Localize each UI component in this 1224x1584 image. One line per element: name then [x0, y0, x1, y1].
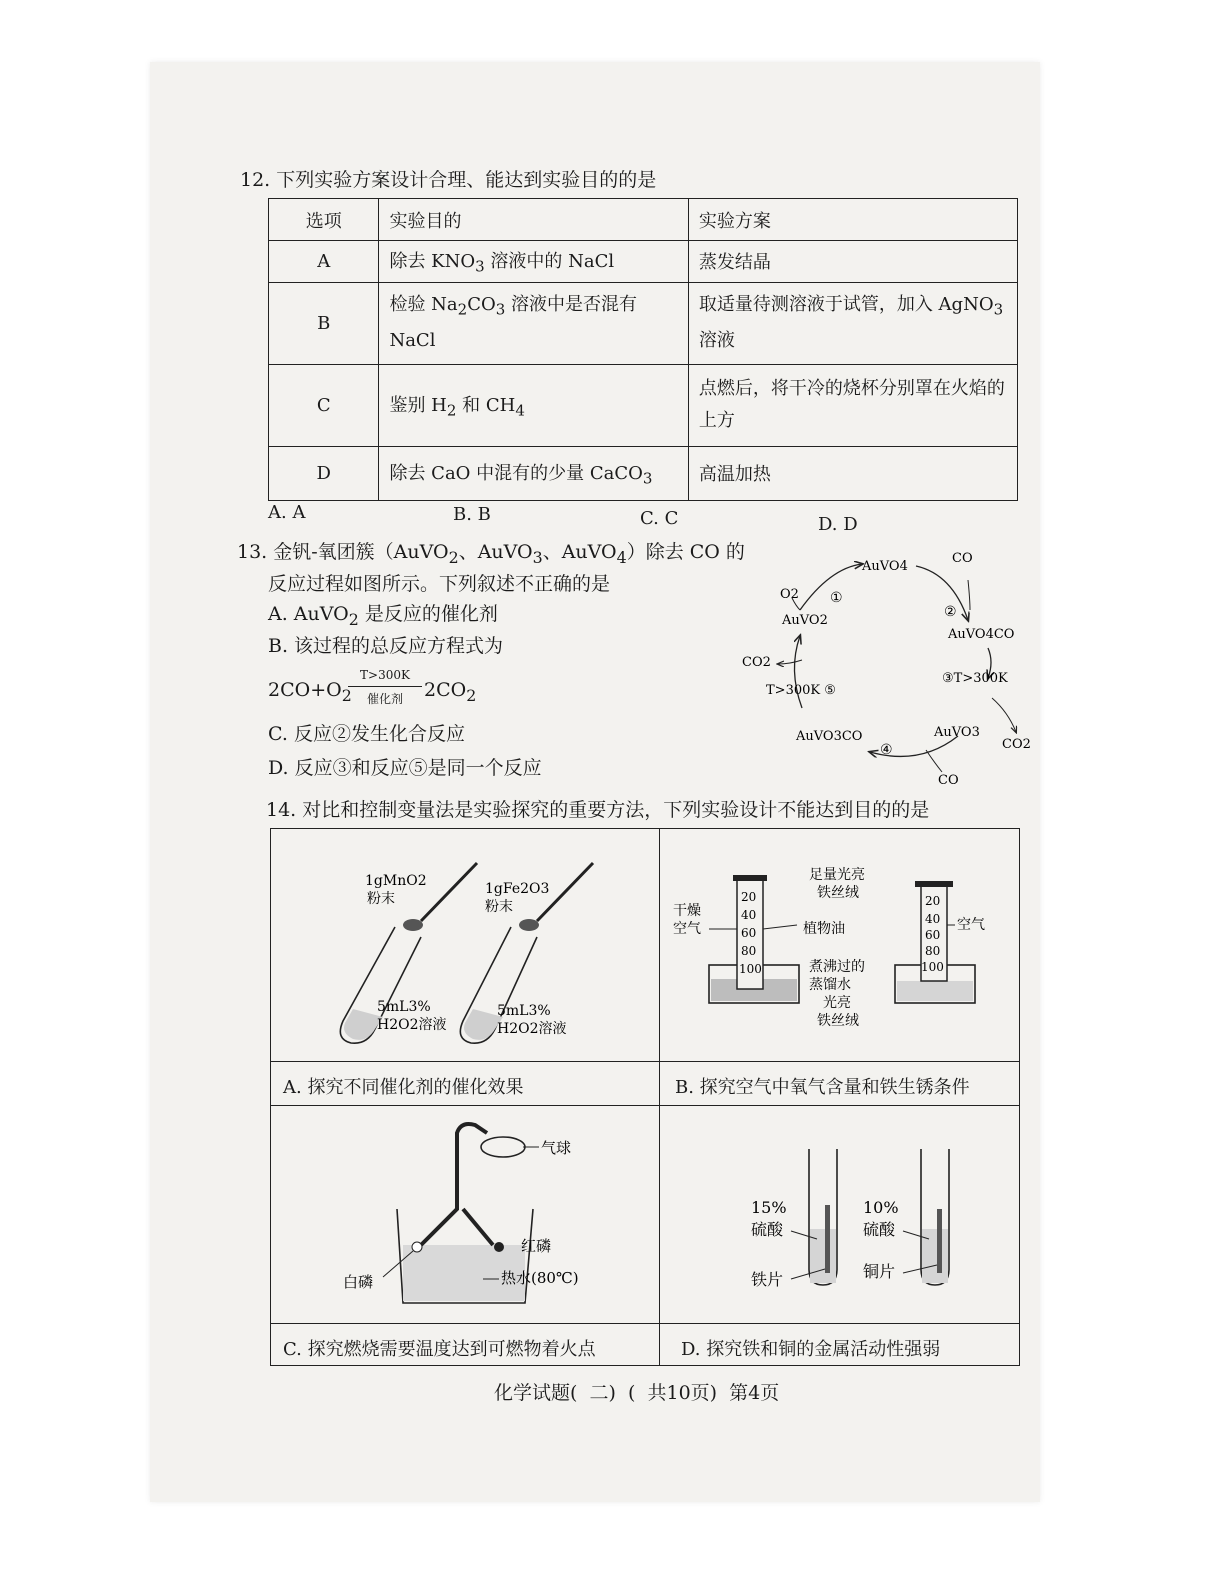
row-plan: 蒸发结晶: [688, 241, 1017, 283]
label-dry: 干燥: [673, 903, 701, 919]
label-iron-sheet: 铁片: [751, 1270, 784, 1289]
label-acid-2: 硫酸: [863, 1220, 896, 1239]
test-tube-copper: [921, 1149, 949, 1285]
label-acid-1: 硫酸: [751, 1220, 784, 1239]
row-option: D: [269, 446, 379, 500]
q13-equation-catalyst: 催化剂: [366, 692, 403, 706]
q13-equation-arrow: [348, 686, 422, 687]
tick-left-100: 100: [739, 962, 762, 976]
cycle-step1: ①: [830, 590, 843, 606]
q13-stem-line1: 13. 金钒-氧团簇（AuVO$_2$、AuVO$_3$、AuVO$_4$）除去 CO 的: [237, 541, 745, 567]
tick-right-40: 40: [925, 912, 941, 926]
tick-right-80: 80: [925, 944, 941, 958]
label-balloon: 气球: [541, 1139, 572, 1157]
cycle-step4: ④: [880, 742, 893, 758]
label-dry-air: 空气: [673, 921, 701, 937]
q12-choice-a: A. A: [268, 502, 306, 523]
row-option: A: [269, 241, 379, 283]
label-boiled: 煮沸过的: [809, 959, 865, 975]
grid-divider-row3: [271, 1323, 1019, 1324]
header-plan: 实验方案: [688, 199, 1017, 241]
beaker: [397, 1209, 533, 1303]
label-bright: 光亮: [823, 995, 851, 1011]
y-tube: [421, 1124, 493, 1245]
header-goal: 实验目的: [379, 199, 688, 241]
table-row: [269, 364, 1018, 446]
page-footer: 化学试题( 二) ( 共10页) 第4页: [494, 1382, 780, 1404]
q12-choice-d: D. D: [818, 514, 858, 535]
table-row: [269, 241, 1018, 283]
balloon-icon: [481, 1137, 525, 1157]
cycle-auvo2: AuVO2: [782, 613, 828, 628]
label-wool-amount: 足量光亮: [809, 867, 865, 883]
caption-d: D. 探究铁和铜的金属活动性强弱: [681, 1339, 941, 1360]
caption-c: C. 探究燃烧需要温度达到可燃物着火点: [283, 1339, 596, 1360]
label-iron-wool: 铁丝绒: [817, 1013, 859, 1029]
label-air: 空气: [957, 917, 985, 933]
tick-left-80: 80: [741, 944, 757, 958]
q12-choice-b: B. B: [453, 504, 491, 525]
row-option: B: [269, 282, 379, 364]
white-phosphorus-icon: [412, 1242, 422, 1252]
co-inlet-bottom: [926, 750, 942, 772]
row-goal: 除去 CaO 中混有的少量 CaCO$_3$: [379, 446, 688, 500]
tick-left-20: 20: [741, 890, 757, 904]
q13-option-a: A. AuVO$_2$ 是反应的催化剂: [268, 603, 498, 629]
label-hot-water: 热水(80℃): [501, 1269, 579, 1287]
tick-right-60: 60: [925, 928, 941, 942]
co-inlet-top: [968, 580, 970, 610]
label-white-phosphorus: 白磷: [343, 1273, 374, 1291]
table-row: [269, 282, 1018, 364]
header-option: 选项: [269, 199, 379, 241]
caption-a: A. 探究不同催化剂的催化效果: [283, 1077, 524, 1098]
label-distilled-water: 蒸馏水: [809, 977, 851, 993]
co2-outlet-left: [778, 660, 802, 664]
test-tube-iron: [809, 1149, 837, 1285]
q12-table: [268, 198, 1018, 501]
caption-b: B. 探究空气中氧气含量和铁生锈条件: [675, 1077, 970, 1098]
label-solution1-amount: 5mL3%: [377, 999, 431, 1015]
table-header-row: [269, 199, 1018, 241]
label-oil: 植物油: [803, 921, 845, 937]
row-plan: 取适量待测溶液于试管，加入 AgNO$_3$ 溶液: [688, 282, 1017, 364]
arrow-step2: [916, 566, 968, 620]
label-solution2: H2O2溶液: [497, 1021, 567, 1037]
row-option: C: [269, 364, 379, 446]
tick-right-100: 100: [921, 960, 944, 974]
label-red-phosphorus: 红磷: [521, 1237, 552, 1255]
q14-grid: [270, 828, 1020, 1366]
table-row: [269, 446, 1018, 500]
cycle-auvo3co: AuVO3CO: [796, 729, 863, 744]
cycle-co-bottom: CO: [938, 773, 959, 788]
q13-equation-left: $2CO+O_2$: [268, 679, 352, 705]
q13-option-c: C. 反应②发生化合反应: [268, 723, 465, 745]
label-concentration-15: 15%: [751, 1198, 787, 1217]
row-plan: 点燃后，将干冷的烧杯分别罩在火焰的上方: [688, 364, 1017, 446]
q13-equation-condition: T>300K: [360, 668, 410, 682]
label-concentration-10: 10%: [863, 1198, 899, 1217]
panel-b-oxygen-diagram: [659, 829, 1019, 1061]
cycle-auvo4: AuVO4: [862, 559, 908, 574]
cycle-co-top: CO: [952, 551, 973, 566]
panel-d-metal-activity-diagram: [659, 1105, 1019, 1323]
cycle-auvo3: AuVO3: [934, 725, 980, 740]
reaction-cycle-diagram: [730, 540, 1040, 790]
co2-outlet-right: [992, 698, 1016, 732]
cycle-co2-left: CO2: [742, 655, 771, 670]
q13-option-b: B. 该过程的总反应方程式为: [268, 635, 504, 657]
row-goal: 鉴别 $H_2$ 和 $CH_4$: [379, 364, 688, 446]
q12-choice-c: C. C: [640, 508, 679, 529]
q14-stem: 14. 对比和控制变量法是实验探究的重要方法，下列实验设计不能达到目的的是: [266, 799, 930, 821]
red-phosphorus-icon: [494, 1242, 504, 1252]
q13-option-d: D. 反应③和反应⑤是同一个反应: [268, 757, 542, 779]
cycle-step5: T>300K ⑤: [766, 683, 836, 698]
label-solution1: H2O2溶液: [377, 1017, 447, 1033]
label-mno2: 1gMnO2: [365, 873, 427, 889]
cycle-step2: ②: [944, 604, 957, 620]
row-goal: 除去 $KNO_3$ 溶液中的 NaCl: [379, 241, 688, 283]
row-goal: 检验 $Na_2CO_3$ 溶液中是否混有 NaCl: [379, 282, 688, 364]
panel-c-combustion-diagram: [271, 1105, 659, 1323]
cycle-co2-right: CO2: [1002, 737, 1031, 752]
label-fe2o3-powder: 粉末: [485, 899, 513, 915]
label-solution2-amount: 5mL3%: [497, 1003, 551, 1019]
tick-left-60: 60: [741, 926, 757, 940]
label-wool: 铁丝绒: [817, 885, 859, 901]
cycle-auvo4co: AuVO4CO: [948, 627, 1015, 642]
q13-stem-line2: 反应过程如图所示。下列叙述不正确的是: [268, 573, 611, 595]
label-fe2o3: 1gFe2O3: [485, 881, 550, 897]
tick-right-20: 20: [925, 894, 941, 908]
label-copper-sheet: 铜片: [863, 1262, 896, 1281]
spoon-fe2o3-icon: [519, 863, 593, 931]
q13-equation-right: $2CO_2$: [424, 679, 477, 705]
label-mno2-powder: 粉末: [367, 891, 395, 907]
q12-stem: 12. 下列实验方案设计合理、能达到实验目的的是: [240, 169, 657, 191]
cycle-step3: ③T>300K: [942, 671, 1008, 686]
grid-divider-row1: [271, 1061, 1019, 1062]
panel-a-catalyst-diagram: [271, 829, 659, 1061]
leader-oil: [763, 925, 797, 929]
row-plan: 高温加热: [688, 446, 1017, 500]
cycle-o2: O2: [780, 587, 799, 602]
tick-left-40: 40: [741, 908, 757, 922]
